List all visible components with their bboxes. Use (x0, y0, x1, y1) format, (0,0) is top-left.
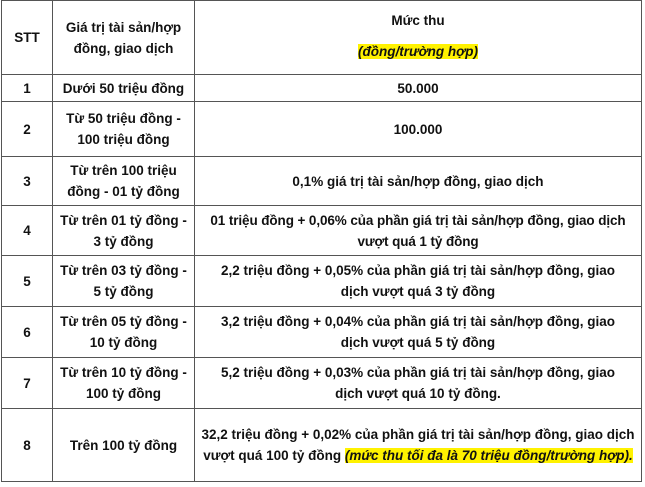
cell-fee (195, 256, 642, 307)
fee-cap-note: (mức thu tối đa là 70 triệu đồng/trường hợp). (344, 448, 633, 463)
cell-asset-value (53, 157, 195, 206)
cell-fee: 01 triệu đồng + 0,06% của phần giá trị tài sản/hợp đồng, giao dịch vượt quá 1 tỷ đồng (195, 206, 642, 256)
cell-stt: 6 (2, 307, 53, 358)
cell-stt: 5 (2, 256, 53, 307)
cell-stt: 3 (2, 157, 53, 206)
cell-fee: 100.000 (195, 102, 642, 157)
cell-fee (195, 409, 642, 482)
table-row (2, 102, 642, 157)
cell-asset-value-text: Từ trên 100 triệu đồng - 01 tỷ đồng (67, 163, 180, 199)
header-asset-value-label: Giá trị tài sản/hợp đồng, giao dịch (65, 19, 182, 56)
cell-fee (195, 358, 642, 409)
header-fee-label: Mức thu (391, 13, 445, 28)
cell-asset-value-text: Từ trên 01 tỷ đồng - 3 tỷ đồng (60, 212, 187, 249)
table-row (2, 75, 642, 102)
cell-fee (195, 307, 642, 358)
cell-asset-value-text: Từ trên 10 tỷ đồng - 100 tỷ đồng (60, 365, 187, 401)
cell-asset-value (53, 206, 195, 256)
cell-asset-value-text: Từ trên 03 tỷ đồng - 5 tỷ đồng (60, 263, 187, 299)
header-asset-value (53, 1, 195, 75)
cell-stt: 4 (2, 206, 53, 256)
fee-table (1, 0, 642, 482)
cell-stt: 2 (2, 102, 53, 157)
cell-fee-text: 2,2 triệu đồng + 0,05% của phần giá trị tài sản/hợp đồng, giao dịch vượt quá 3 tỷ đồng (220, 263, 616, 299)
header-fee (195, 1, 642, 75)
cell-fee: 0,1% giá trị tài sản/hợp đồng, giao dịch (195, 157, 642, 206)
table-row (2, 358, 642, 409)
cell-fee-text: 32,2 triệu đồng + 0,02% của phần giá trị tài sản/hợp đồng, giao dịch vượt quá 100 tỷ đồng (201, 427, 635, 463)
header-row (2, 1, 642, 75)
cell-asset-value (53, 102, 195, 157)
cell-asset-value (53, 307, 195, 358)
cell-asset-value: Dưới 50 triệu đồng (53, 75, 195, 102)
table-row (2, 206, 642, 256)
table-row (2, 157, 642, 206)
cell-stt: 7 (2, 358, 53, 409)
header-stt: STT (2, 1, 53, 75)
header-fee-unit: (đồng/trường hợp) (358, 44, 478, 59)
cell-asset-value (53, 256, 195, 307)
cell-stt: 1 (2, 75, 53, 102)
table-row (2, 256, 642, 307)
cell-asset-value (53, 358, 195, 409)
cell-asset-value-text: Từ 50 triệu đồng - 100 triệu đồng (66, 111, 181, 147)
cell-asset-value: Trên 100 tỷ đồng (53, 409, 195, 482)
table-row (2, 409, 642, 482)
cell-asset-value-text: Từ trên 05 tỷ đồng - 10 tỷ đồng (60, 314, 187, 350)
cell-stt: 8 (2, 409, 53, 482)
cell-fee-text: 5,2 triệu đồng + 0,03% của phần giá trị tài sản/hợp đồng, giao dịch vượt quá 10 tỷ đồng. (220, 365, 616, 401)
cell-fee: 50.000 (195, 75, 642, 102)
cell-fee-text: 3,2 triệu đồng + 0,04% của phần giá trị tài sản/hợp đồng, giao dịch vượt quá 5 tỷ đồng (220, 314, 616, 350)
table-row (2, 307, 642, 358)
